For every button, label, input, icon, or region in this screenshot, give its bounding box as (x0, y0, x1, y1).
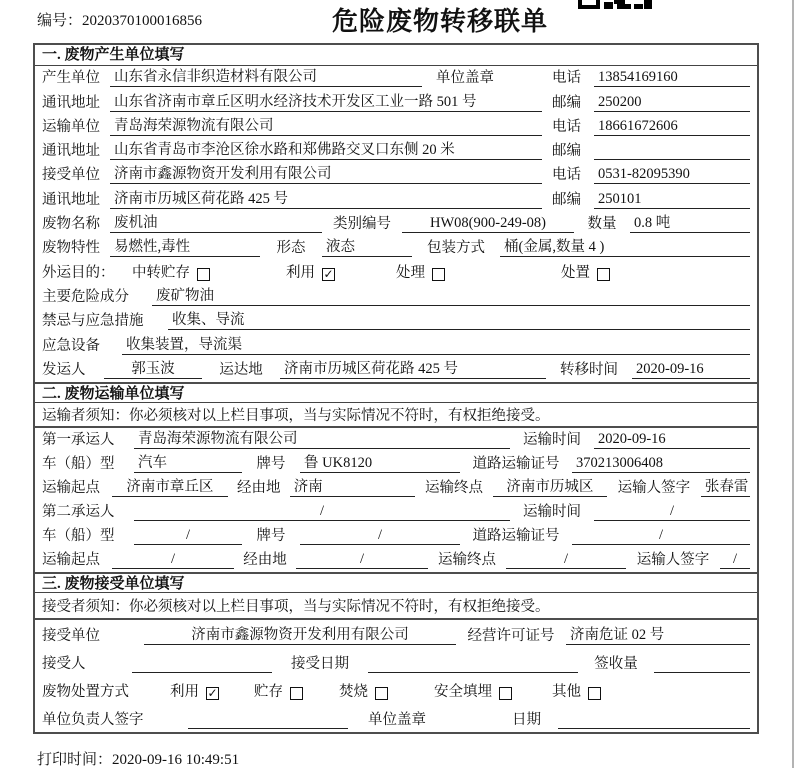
receiver-address-value: 济南市历城区荷花路 425 号 (110, 187, 542, 209)
row-acceptor (35, 648, 757, 676)
transporter-phone-value: 18661672606 (594, 118, 750, 136)
transfer-time-value: 2020-09-16 (632, 361, 750, 379)
section1-header: 一. 废物产生单位填写 (35, 45, 757, 66)
row-route-1 (35, 476, 757, 500)
transfer-purpose-label: 外运目的： (42, 264, 115, 281)
waste-qty-label: 数量 (587, 216, 617, 233)
dispatcher-label: 发运人 (42, 361, 86, 378)
emergency-equipment-value: 收集装置，导流渠 (122, 333, 750, 355)
row-emergency-equipment (35, 333, 757, 357)
transporter-sign-value: 张春雷 (701, 475, 750, 497)
vehicle-type2-label: 车（船）型 (42, 527, 115, 544)
transporter-zip-value (594, 143, 750, 160)
option-label: 贮存 (254, 683, 283, 700)
route-start-label: 运输起点 (42, 479, 100, 496)
destination-label: 运达地 (219, 361, 263, 378)
dispatcher-value: 郭玉波 (104, 357, 202, 379)
waste-form-label: 形态 (276, 240, 306, 257)
disposal-option-store (254, 680, 339, 701)
vehicle-type-value: 汽车 (134, 451, 242, 473)
route-end-label: 运输终点 (424, 479, 483, 496)
waste-form-value: 液态 (322, 235, 412, 257)
sign-date-value (558, 712, 750, 729)
disposal-option-utilize (154, 680, 254, 701)
receiver-zip-value: 250101 (594, 191, 750, 209)
producer-unit-label: 产生单位 (42, 70, 100, 87)
row-first-carrier (35, 428, 757, 452)
second-carrier-value: / (134, 503, 510, 521)
producer-unit-value: 山东省永信非织造材料有限公司 (110, 65, 422, 87)
plate-number2-label: 牌号 (256, 527, 286, 544)
option-label: 安全填埋 (434, 683, 492, 700)
accept-unit-value: 济南市鑫源物资开发利用有限公司 (144, 623, 456, 645)
waste-category-label: 类别编号 (333, 216, 391, 233)
first-carrier-value: 青岛海荣源物流有限公司 (134, 427, 510, 449)
waste-property-label: 废物特性 (42, 240, 100, 257)
emergency-measures-label: 禁忌与应急措施 (42, 313, 144, 330)
row-receiver-unit (35, 163, 757, 187)
producer-zip-value: 250200 (594, 94, 750, 112)
section3-body (35, 620, 757, 732)
unit-seal-label-2: 单位盖章 (368, 711, 426, 728)
producer-phone-value: 13854169160 (594, 69, 750, 87)
waste-property-value: 易燃性,毒性 (110, 235, 260, 257)
waste-category-value: HW08(900-249-08) (402, 215, 574, 233)
route2-end-label: 运输终点 (438, 551, 496, 568)
row-responsible-sign (35, 704, 757, 732)
road-license-value: 370213006408 (572, 455, 750, 473)
print-time-label: 打印时间： (37, 752, 113, 768)
route-via-value: 济南 (290, 475, 415, 497)
sign-date-label: 日期 (512, 711, 541, 728)
waste-name-label: 废物名称 (42, 216, 100, 233)
disposal-method-label: 废物处置方式 (42, 683, 129, 700)
row-hazard-component (35, 285, 757, 309)
transporter-zip-label: 邮编 (552, 143, 581, 160)
route-end-value: 济南市历城区 (493, 475, 607, 497)
doc-number-label: 编号： (37, 13, 83, 29)
transporter-sign-label: 运输人签字 (617, 479, 691, 496)
qr-code-fragment-icon (578, 0, 652, 9)
transporter-address-label: 通讯地址 (42, 143, 100, 160)
row-transporter-address (35, 139, 757, 163)
plate-number-value: 鲁 UK8120 (300, 451, 460, 473)
route2-start-label: 运输起点 (42, 551, 100, 568)
row-emergency-measures (35, 309, 757, 333)
page-title: 危险废物转移联单 (331, 7, 548, 36)
doc-number (37, 9, 202, 30)
option-label: 利用 (286, 264, 315, 281)
section2-body (35, 428, 757, 572)
responsible-sign-label: 单位负责人签字 (42, 711, 144, 728)
transport-time2-value: / (594, 503, 750, 521)
vehicle-type-label: 车（船）型 (42, 455, 115, 472)
transport-time-value: 2020-09-16 (594, 431, 750, 449)
window-right-border (792, 0, 794, 768)
checkbox-treat (432, 268, 445, 281)
section2-notice: 运输者须知：你必须核对以上栏目事项，当与实际情况不符时，有权拒绝接受。 (35, 403, 757, 428)
packing-method-value: 桶(金属,数量 4 ) (500, 235, 750, 257)
first-carrier-label: 第一承运人 (42, 431, 115, 448)
plate-number2-value: / (300, 527, 460, 545)
disposal-option-landfill (434, 680, 552, 701)
option-label: 其他 (552, 683, 581, 700)
row-vehicle-type-2 (35, 524, 757, 548)
transporter2-sign-label: 运输人签字 (636, 551, 710, 568)
waste-name-value: 废机油 (110, 211, 322, 233)
transfer-time-label: 转移时间 (560, 361, 618, 378)
option-label: 利用 (170, 683, 199, 700)
road-license-label: 道路运输证号 (472, 455, 560, 472)
accept-date-value (368, 656, 578, 673)
transporter-address-value: 山东省青岛市李沧区徐水路和郑佛路交叉口东侧 20 米 (110, 138, 542, 160)
row-transfer-purpose (35, 260, 757, 284)
row-second-carrier (35, 500, 757, 524)
manifest-form-table (33, 43, 759, 734)
business-license-value: 济南危证 02 号 (566, 623, 750, 645)
disposal-option-other (552, 680, 601, 701)
row-producer-address (35, 90, 757, 114)
hazard-component-value: 废矿物油 (152, 284, 750, 306)
transporter-unit-label: 运输单位 (42, 118, 100, 135)
row-vehicle-type-1 (35, 452, 757, 476)
checkbox-landfill (499, 687, 512, 700)
row-producer-unit (35, 66, 757, 90)
print-time (37, 748, 239, 769)
purpose-option-transfer-storage (132, 261, 286, 282)
accept-date-label: 接受日期 (291, 655, 349, 672)
purpose-option-utilize (286, 261, 396, 282)
purpose-option-dispose (561, 261, 610, 282)
row-transporter-unit (35, 115, 757, 139)
row-waste-name (35, 212, 757, 236)
signed-qty-label: 签收量 (594, 655, 638, 672)
acceptor-value (132, 656, 272, 673)
producer-phone-label: 电话 (552, 70, 581, 87)
row-dispatcher (35, 358, 757, 382)
transporter-unit-value: 青岛海荣源物流有限公司 (110, 114, 542, 136)
document-header (0, 0, 796, 42)
row-disposal-method (35, 676, 757, 704)
doc-number-value: 2020370100016856 (82, 13, 203, 29)
destination-value: 济南市历城区荷花路 425 号 (280, 357, 546, 379)
responsible-sign-value (188, 712, 348, 729)
section3-header: 三. 废物接受单位填写 (35, 572, 757, 593)
hazard-component-label: 主要危险成分 (42, 288, 129, 305)
option-label: 焚烧 (339, 683, 368, 700)
unit-seal-label: 单位盖章 (436, 70, 494, 87)
route2-via-value: / (296, 551, 428, 569)
waste-qty-value: 0.8 吨 (630, 211, 750, 233)
section1-body (35, 66, 757, 382)
receiver-zip-label: 邮编 (552, 191, 581, 208)
vehicle-type2-value: / (134, 527, 242, 545)
emergency-measures-value: 收集、导流 (168, 308, 750, 330)
transporter-phone-label: 电话 (552, 118, 581, 135)
producer-address-label: 通讯地址 (42, 94, 100, 111)
disposal-option-incinerate (339, 680, 434, 701)
route2-via-label: 经由地 (243, 551, 287, 568)
print-time-value: 2020-09-16 10:49:51 (112, 752, 240, 768)
checkbox-store (290, 687, 303, 700)
checkbox-disposal-utilize: ✓ (207, 685, 218, 700)
section2-header: 二. 废物运输单位填写 (35, 382, 757, 403)
option-label: 处理 (396, 264, 425, 281)
emergency-equipment-label: 应急设备 (42, 337, 100, 354)
section3-notice: 接受者须知：你必须核对以上栏目事项，当与实际情况不符时，有权拒绝接受。 (35, 593, 757, 620)
second-carrier-label: 第二承运人 (42, 503, 115, 520)
checkbox-other (588, 687, 601, 700)
road-license2-label: 道路运输证号 (472, 527, 560, 544)
row-route-2 (35, 548, 757, 572)
receiver-unit-value: 济南市鑫源物资开发利用有限公司 (110, 162, 542, 184)
plate-number-label: 牌号 (256, 455, 286, 472)
checkbox-incinerate (375, 687, 388, 700)
business-license-label: 经营许可证号 (467, 627, 555, 644)
option-label: 中转贮存 (132, 264, 190, 281)
route-start-value: 济南市章丘区 (112, 475, 228, 497)
signed-qty-value (654, 656, 750, 673)
purpose-option-treat (396, 261, 561, 282)
route2-end-value: / (506, 551, 626, 569)
accept-unit-label: 接受单位 (42, 627, 100, 644)
option-label: 处置 (561, 264, 590, 281)
row-accept-unit (35, 620, 757, 648)
transporter2-sign-value: / (720, 551, 750, 569)
checkbox-utilize: ✓ (323, 266, 334, 281)
transport-time-label: 运输时间 (523, 431, 581, 448)
producer-address-value: 山东省济南市章丘区明水经济技术开发区工业一路 501 号 (110, 90, 542, 112)
transport-time2-label: 运输时间 (523, 503, 581, 520)
receiver-phone-value: 0531-82095390 (594, 166, 750, 184)
checkbox-dispose (597, 268, 610, 281)
packing-method-label: 包装方式 (427, 240, 485, 257)
row-waste-property (35, 236, 757, 260)
route-via-label: 经由地 (237, 479, 281, 496)
road-license2-value: / (572, 527, 750, 545)
acceptor-label: 接受人 (42, 655, 86, 672)
receiver-unit-label: 接受单位 (42, 167, 100, 184)
route2-start-value: / (112, 551, 234, 569)
receiver-phone-label: 电话 (552, 167, 581, 184)
producer-zip-label: 邮编 (552, 94, 581, 111)
receiver-address-label: 通讯地址 (42, 191, 100, 208)
row-receiver-address (35, 187, 757, 211)
checkbox-transfer-storage (197, 268, 210, 281)
